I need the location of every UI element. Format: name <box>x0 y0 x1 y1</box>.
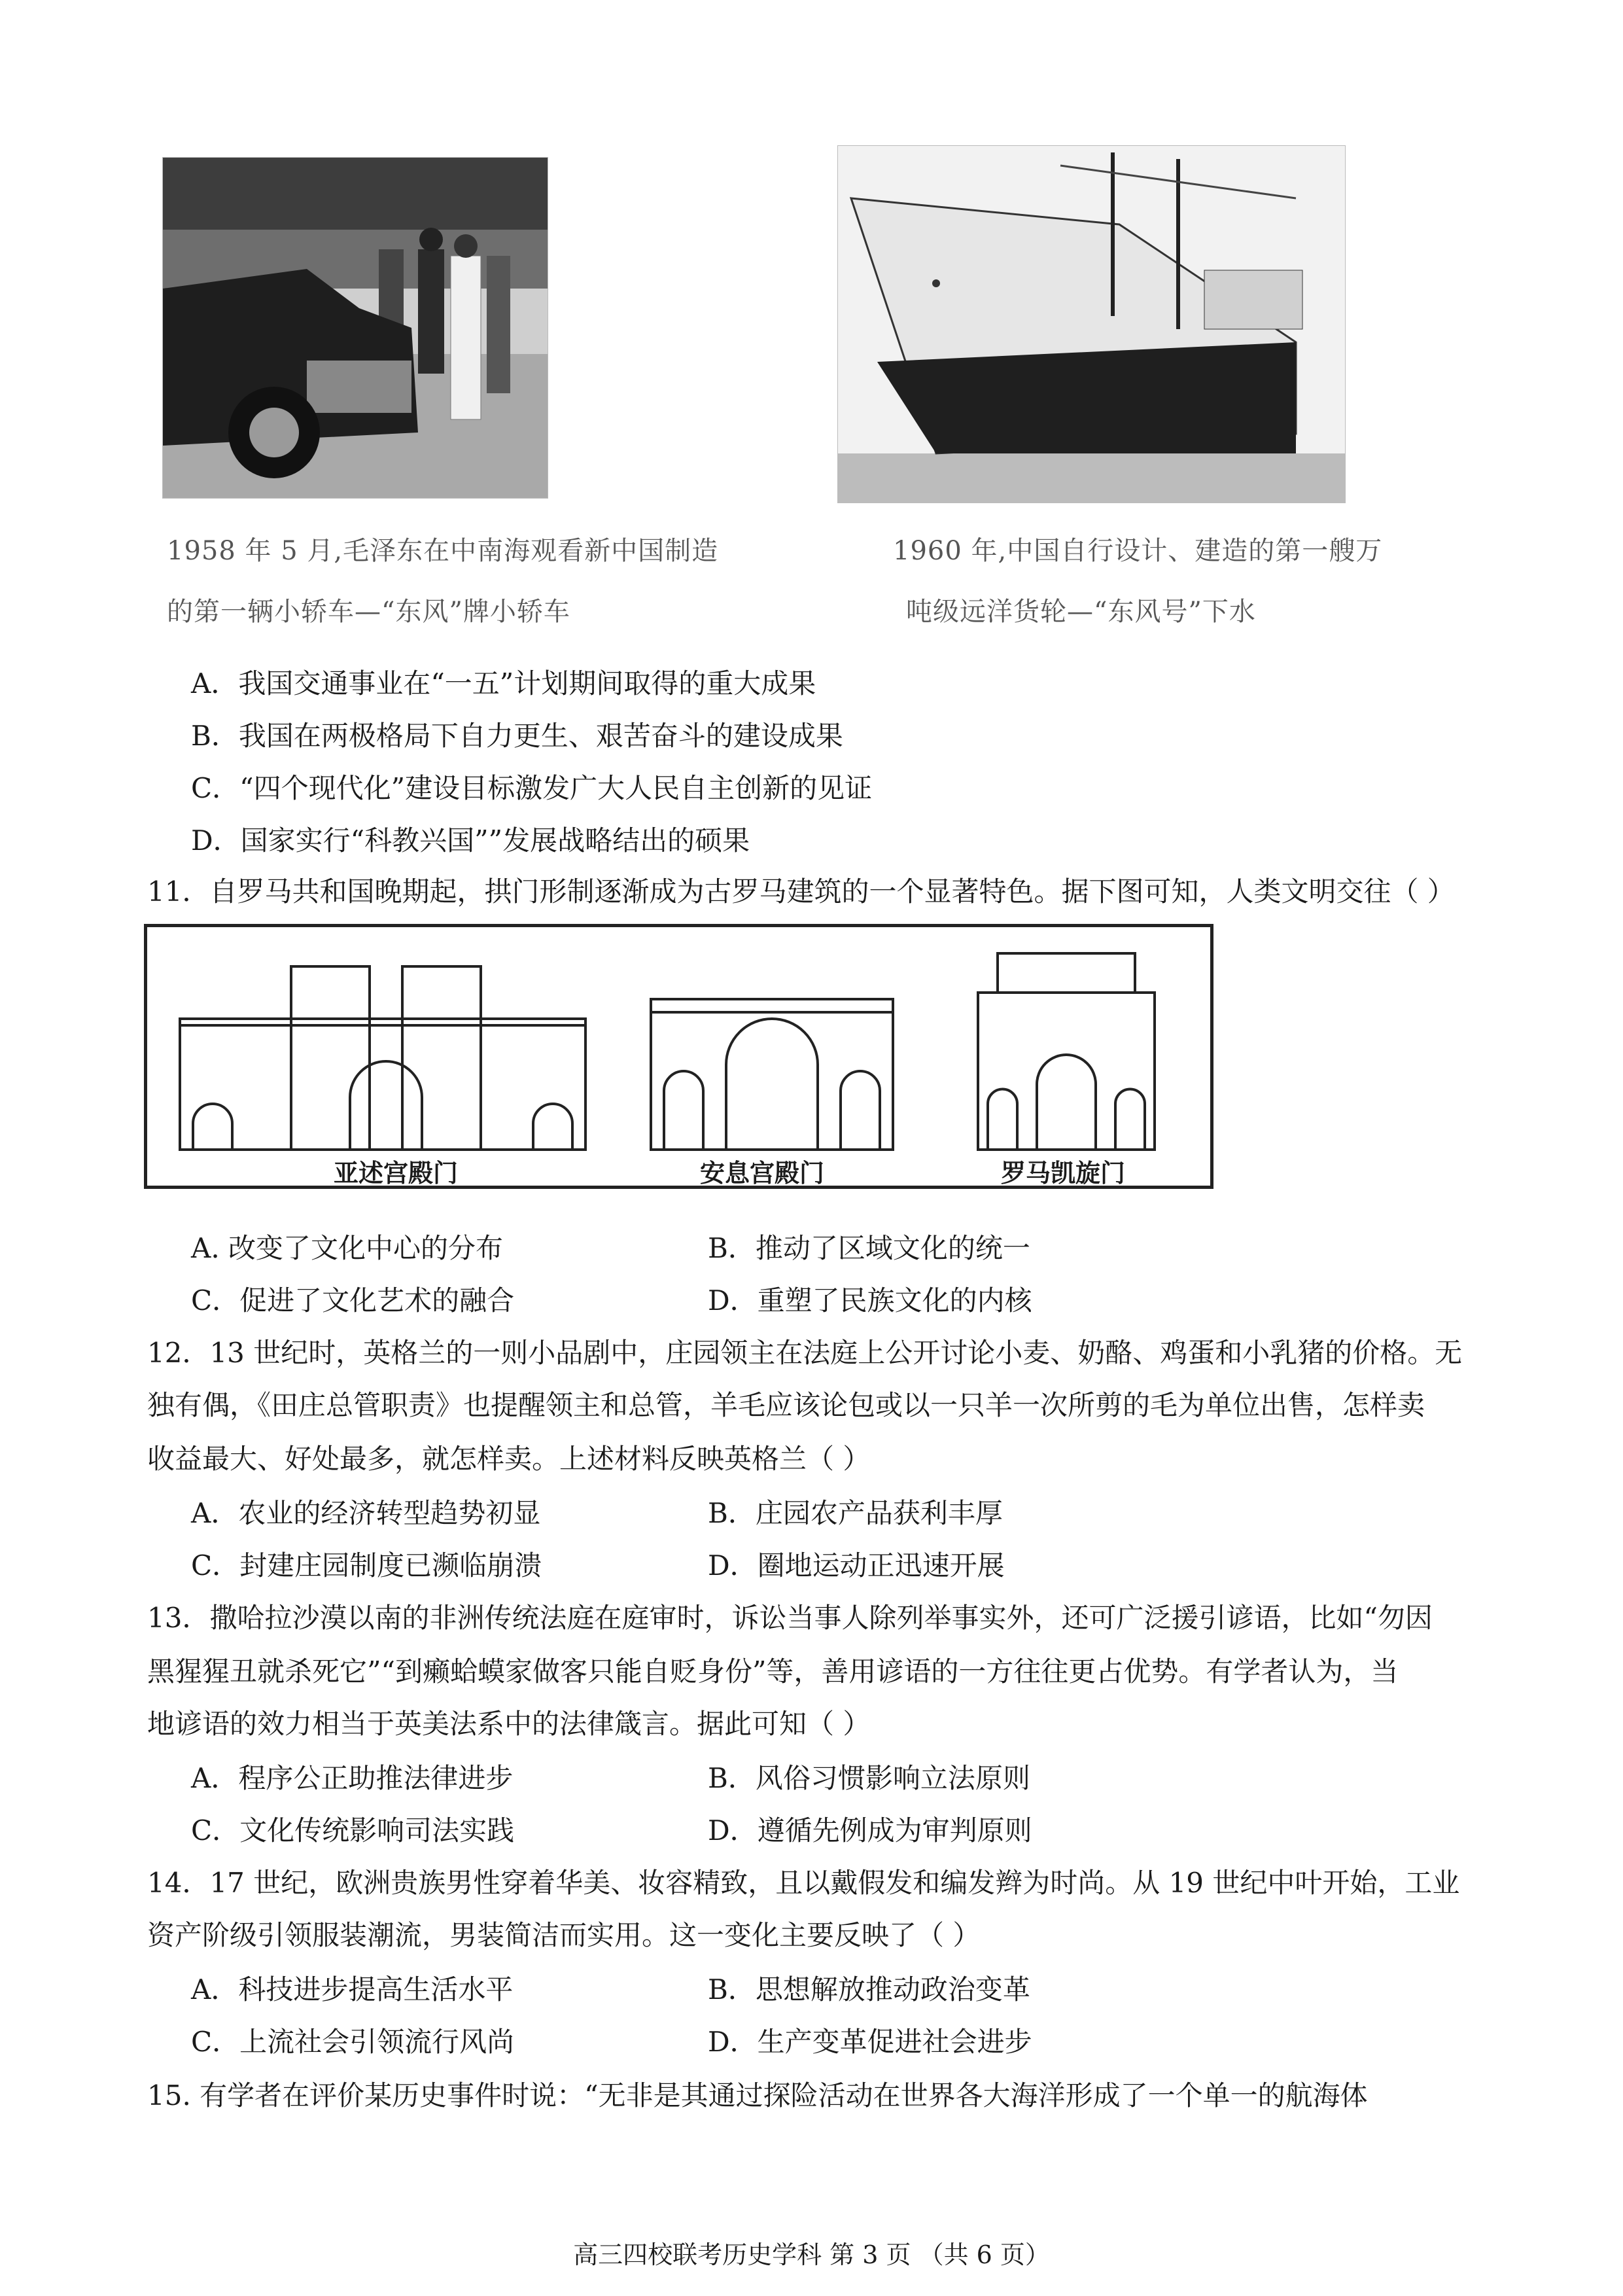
q14-option-a: A．科技进步提高生活水平 <box>191 1973 514 2005</box>
car-caption-line2: 的第一辆小轿车—“东风”牌小轿车 <box>167 597 570 627</box>
car-photo <box>162 157 548 499</box>
q14-option-c: C．上流社会引领流行风尚 <box>191 2026 515 2058</box>
q14-option-d: D．生产变革促进社会进步 <box>708 2026 1032 2058</box>
q14-line1: 14．17 世纪，欧洲贵族男性穿着华美、妆容精致，且以戴假发和编发辫为时尚。从 19 世纪中叶开始，工业 <box>147 1867 1460 1899</box>
car-caption-line1: 1958 年 5 月,毛泽东在中南海观看新中国制造 <box>167 536 719 566</box>
q10-option-b: B．我国在两极格局下自力更生、艰苦奋斗的建设成果 <box>191 720 843 752</box>
q11-option-b: B．推动了区域文化的统一 <box>708 1232 1030 1264</box>
q11-option-c: C．促进了文化艺术的融合 <box>191 1284 515 1316</box>
q12-line1: 12．13 世纪时，英格兰的一则小品剧中，庄园领主在法庭上公开讨论小麦、奶酪、鸡蛋和小乳猪的价格。无 <box>147 1337 1463 1369</box>
q14-line2: 资产阶级引领服装潮流，男装简洁而实用。这一变化主要反映了（ ） <box>147 1919 981 1951</box>
assyrian-gate-label: 亚述宫殿门 <box>334 1158 459 1188</box>
q11-option-a: A. 改变了文化中心的分布 <box>191 1232 504 1264</box>
q10-option-d: D．国家实行“科教兴国””发展战略结出的硕果 <box>191 824 750 857</box>
q15-line1: 15. 有学者在评价某历史事件时说：“无非是其通过探险活动在世界各大海洋形成了一个单一的航海体 <box>147 2079 1368 2111</box>
q12-option-a: A．农业的经济转型趋势初显 <box>191 1497 541 1529</box>
arch-figure <box>144 924 1213 1189</box>
parthian-gate-label: 安息宫殿门 <box>700 1158 825 1188</box>
q13-line2: 黑猩猩丑就杀死它”“到癞蛤蟆家做客只能自贬身份”等，善用谚语的一方往往更占优势。有学者认为，当 <box>147 1655 1399 1687</box>
ship-photo <box>837 145 1346 503</box>
q13-option-d: D．遵循先例成为审判原则 <box>708 1814 1032 1846</box>
ship-caption-line2: 吨级远洋货轮—“东风号”下水 <box>906 597 1256 627</box>
q11-stem: 11．自罗马共和国晚期起，拱门形制逐渐成为古罗马建筑的一个显著特色。据下图可知，人类文明交往（ ） <box>147 875 1455 908</box>
q13-line1: 13．撒哈拉沙漠以南的非洲传统法庭在庭审时，诉讼当事人除列举事实外，还可广泛援引谚语，比如“勿因 <box>147 1602 1433 1634</box>
q12-option-c: C．封建庄园制度已濒临崩溃 <box>191 1549 542 1581</box>
roman-arch-label: 罗马凯旋门 <box>1001 1158 1126 1188</box>
q10-option-c: C．“四个现代化”建设目标激发广大人民自主创新的见证 <box>191 772 873 804</box>
q11-option-d: D．重塑了民族文化的内核 <box>708 1284 1032 1316</box>
ship-caption-line1: 1960 年,中国自行设计、建造的第一艘万 <box>893 536 1383 566</box>
q12-option-d: D．圈地运动正迅速开展 <box>708 1549 1005 1581</box>
q13-option-c: C．文化传统影响司法实践 <box>191 1814 515 1846</box>
q13-option-a: A．程序公正助推法律进步 <box>191 1762 514 1794</box>
q10-option-a: A．我国交通事业在“一五”计划期间取得的重大成果 <box>191 667 816 699</box>
q12-option-b: B．庄园农产品获利丰厚 <box>708 1497 1003 1529</box>
page-footer: 高三四校联考历史学科 第 3 页 （共 6 页） <box>573 2240 1050 2269</box>
q13-option-b: B．风俗习惯影响立法原则 <box>708 1762 1030 1794</box>
q12-line2: 独有偶，《田庄总管职责》也提醒领主和总管，羊毛应该论包或以一只羊一次所剪的毛为单位出售，怎样卖 <box>147 1389 1425 1421</box>
arch-drawings <box>147 927 1210 1186</box>
q12-line3: 收益最大、好处最多，就怎样卖。上述材料反映英格兰（ ） <box>147 1443 871 1475</box>
q14-option-b: B．思想解放推动政治变革 <box>708 1973 1030 2005</box>
q13-line3: 地谚语的效力相当于英美法系中的法律箴言。据此可知（ ） <box>147 1708 871 1740</box>
